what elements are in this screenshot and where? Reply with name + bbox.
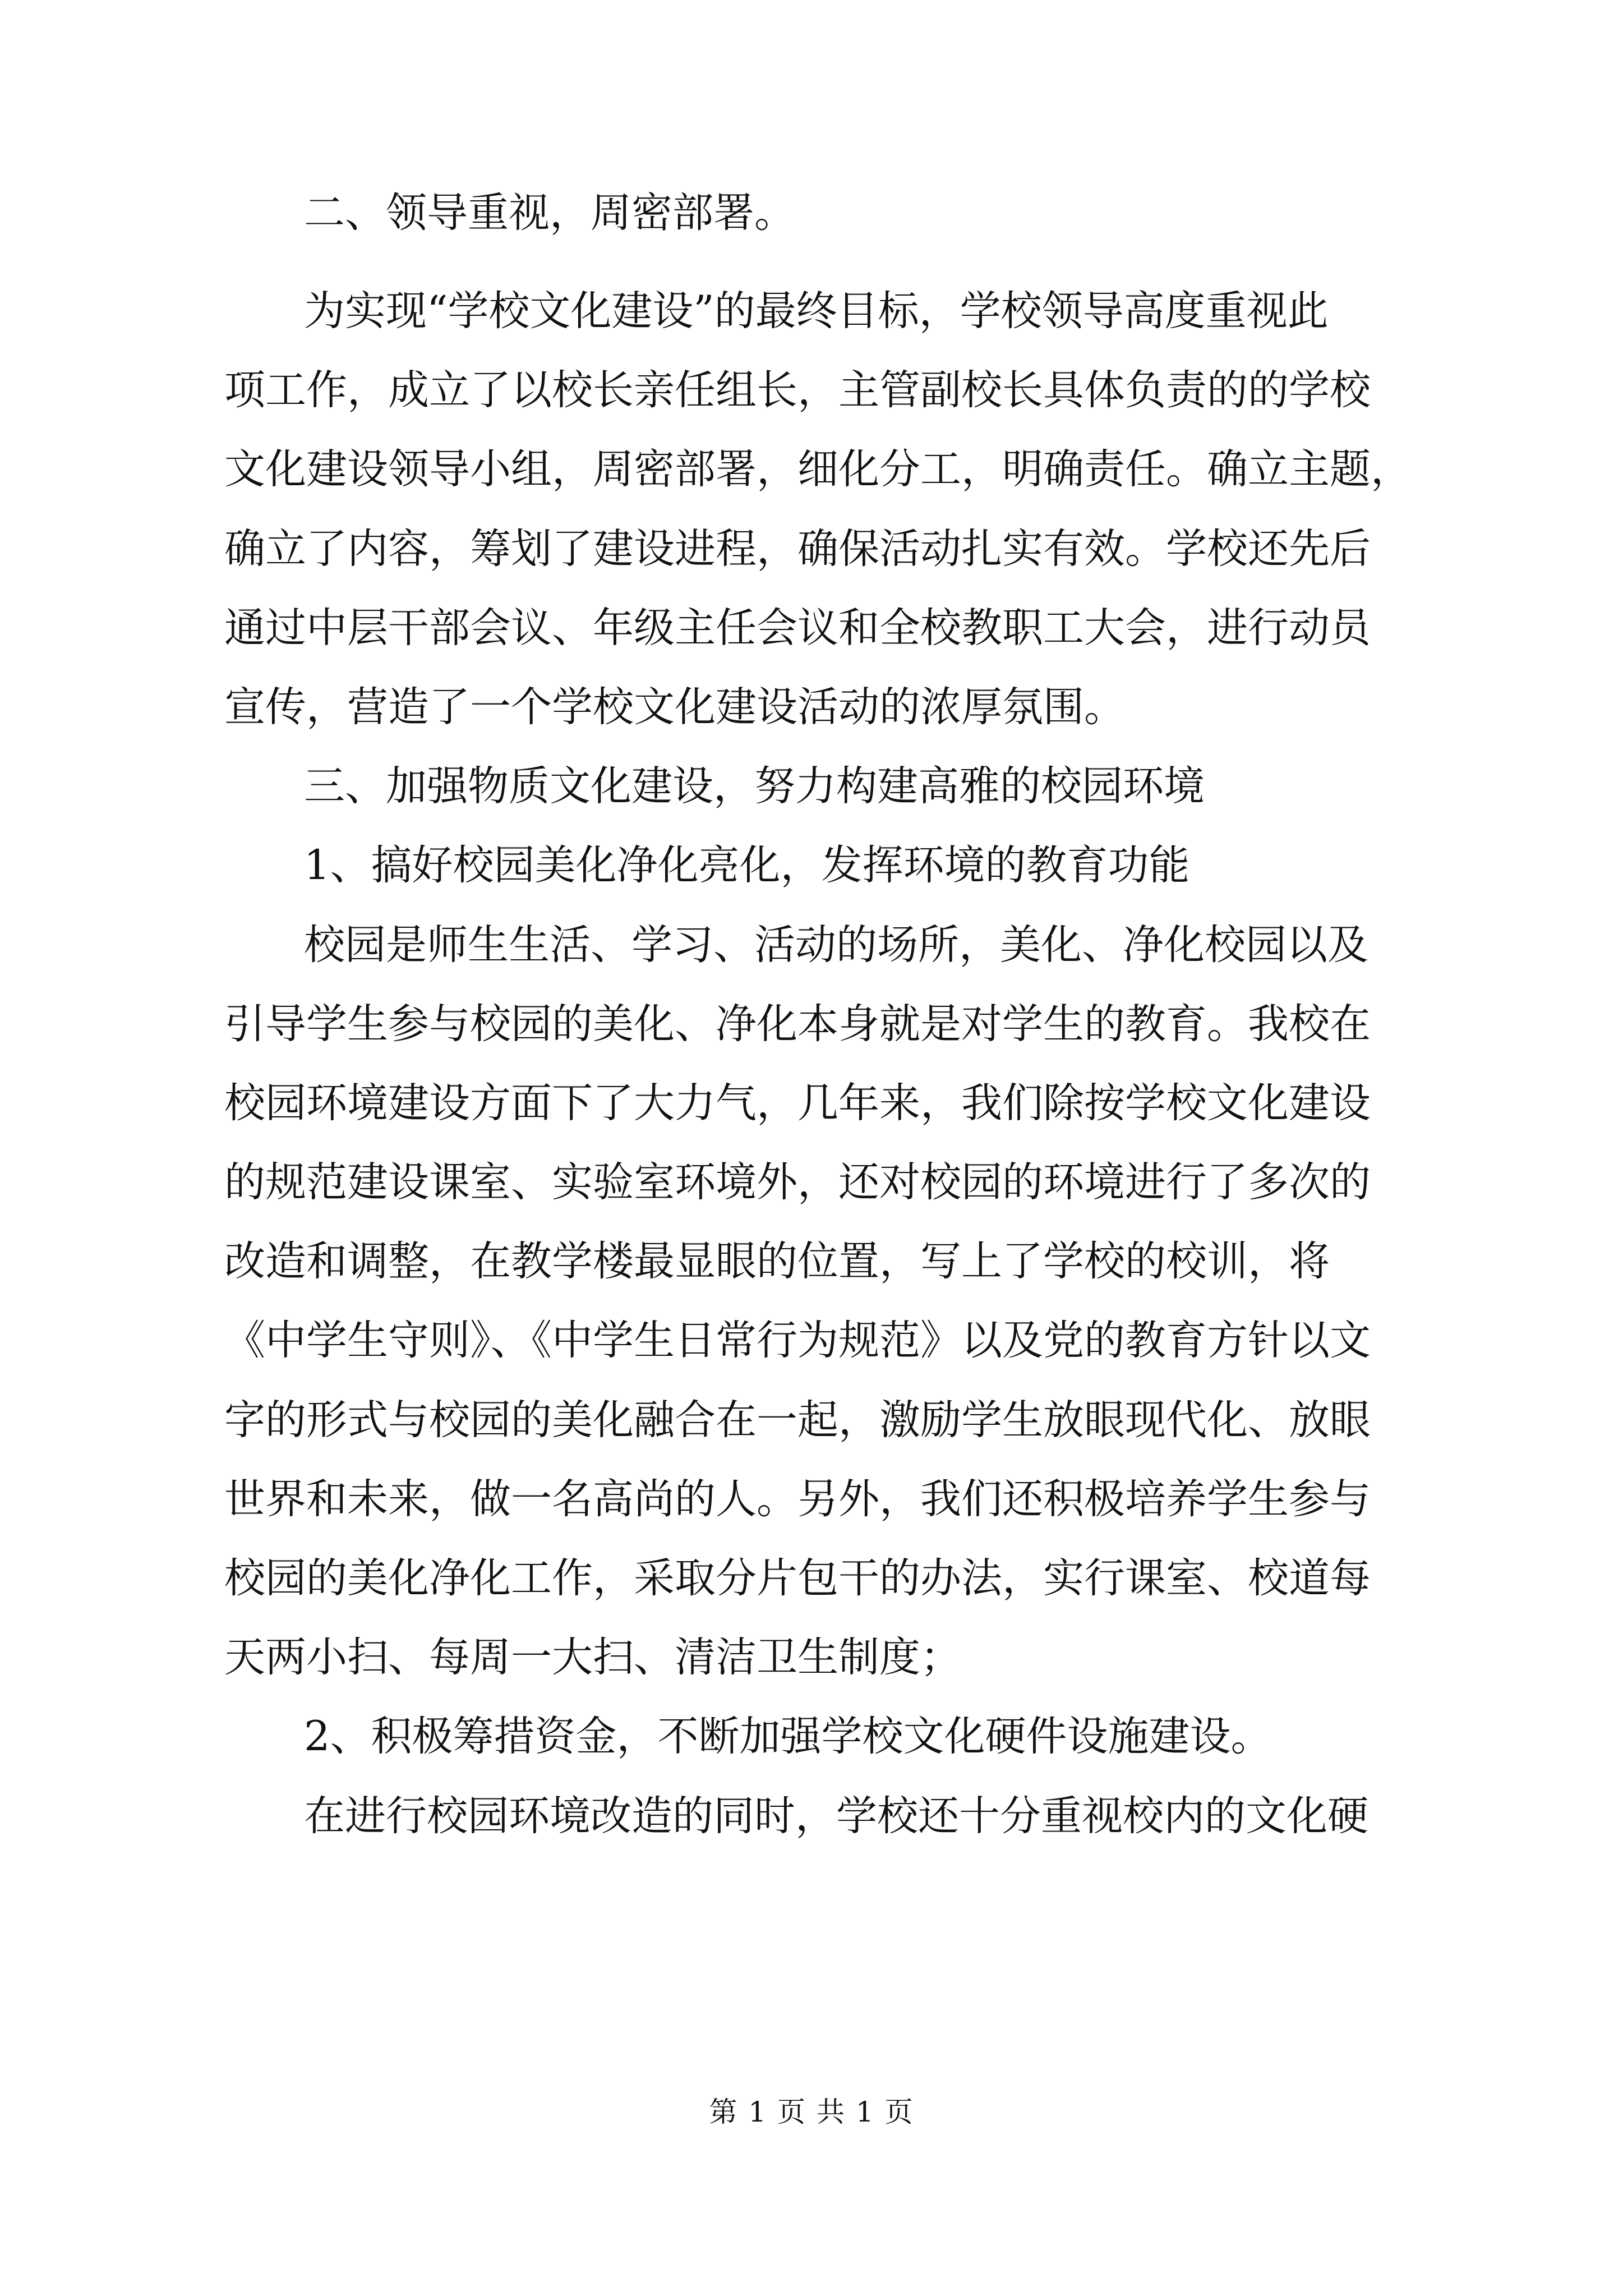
paragraph-line: 为实现“学校文化建设”的最终目标，学校领导高度重视此 — [304, 287, 1329, 335]
subsection-heading-2: 2、积极筹措资金，不断加强学校文化硬件设施建设。 — [304, 1713, 1272, 1760]
paragraph-line: 确立了内容，筹划了建设进程，确保活动扎实有效。学校还先后 — [224, 525, 1371, 573]
paragraph-line: 校园是师生生活、学习、活动的场所，美化、净化校园以及 — [304, 921, 1368, 969]
paragraph-line: 在进行校园环境改造的同时，学校还十分重视校内的文化硬 — [304, 1792, 1368, 1840]
paragraph-line: 世界和未来，做一名高尚的人。另外，我们还积极培养学生参与 — [224, 1475, 1371, 1523]
paragraph-line: 通过中层干部会议、年级主任会议和全校教职工大会，进行动员 — [224, 604, 1371, 652]
paragraph-line: 文化建设领导小组，周密部署，细化分工，明确责任。确立主题， — [224, 445, 1412, 493]
paragraph-line: 宣传，营造了一个学校文化建设活动的浓厚氛围。 — [224, 683, 1125, 731]
paragraph-line: 天两小扫、每周一大扫、清洁卫生制度； — [224, 1634, 961, 1681]
paragraph-line: 的规范建设课室、实验室环境外，还对校园的环境进行了多次的 — [224, 1158, 1371, 1206]
paragraph-line: 校园的美化净化工作，采取分片包干的办法，实行课室、校道每 — [224, 1554, 1371, 1602]
subsection-heading-1: 1、搞好校园美化净化亮化，发挥环境的教育功能 — [304, 841, 1190, 889]
page-footer: 第 1 页 共 1 页 — [709, 2096, 914, 2128]
paragraph-line: 项工作，成立了以校长亲任组长，主管副校长具体负责的的学校 — [224, 366, 1371, 414]
paragraph-line: 校园环境建设方面下了大力气，几年来，我们除按学校文化建设 — [224, 1079, 1371, 1127]
section-heading-2: 二、领导重视，周密部署。 — [304, 189, 795, 237]
section-heading-3: 三、加强物质文化建设，努力构建高雅的校园环境 — [304, 762, 1205, 810]
paragraph-line: 引导学生参与校园的美化、净化本身就是对学生的教育。我校在 — [224, 1000, 1371, 1048]
paragraph-line: 改造和调整，在教学楼最显眼的位置，写上了学校的校训，将 — [224, 1237, 1330, 1285]
paragraph-line: 《中学生守则》、《中学生日常行为规范》以及党的教育方针以文 — [224, 1317, 1371, 1364]
paragraph-line: 字的形式与校园的美化融合在一起，激励学生放眼现代化、放眼 — [224, 1396, 1371, 1444]
